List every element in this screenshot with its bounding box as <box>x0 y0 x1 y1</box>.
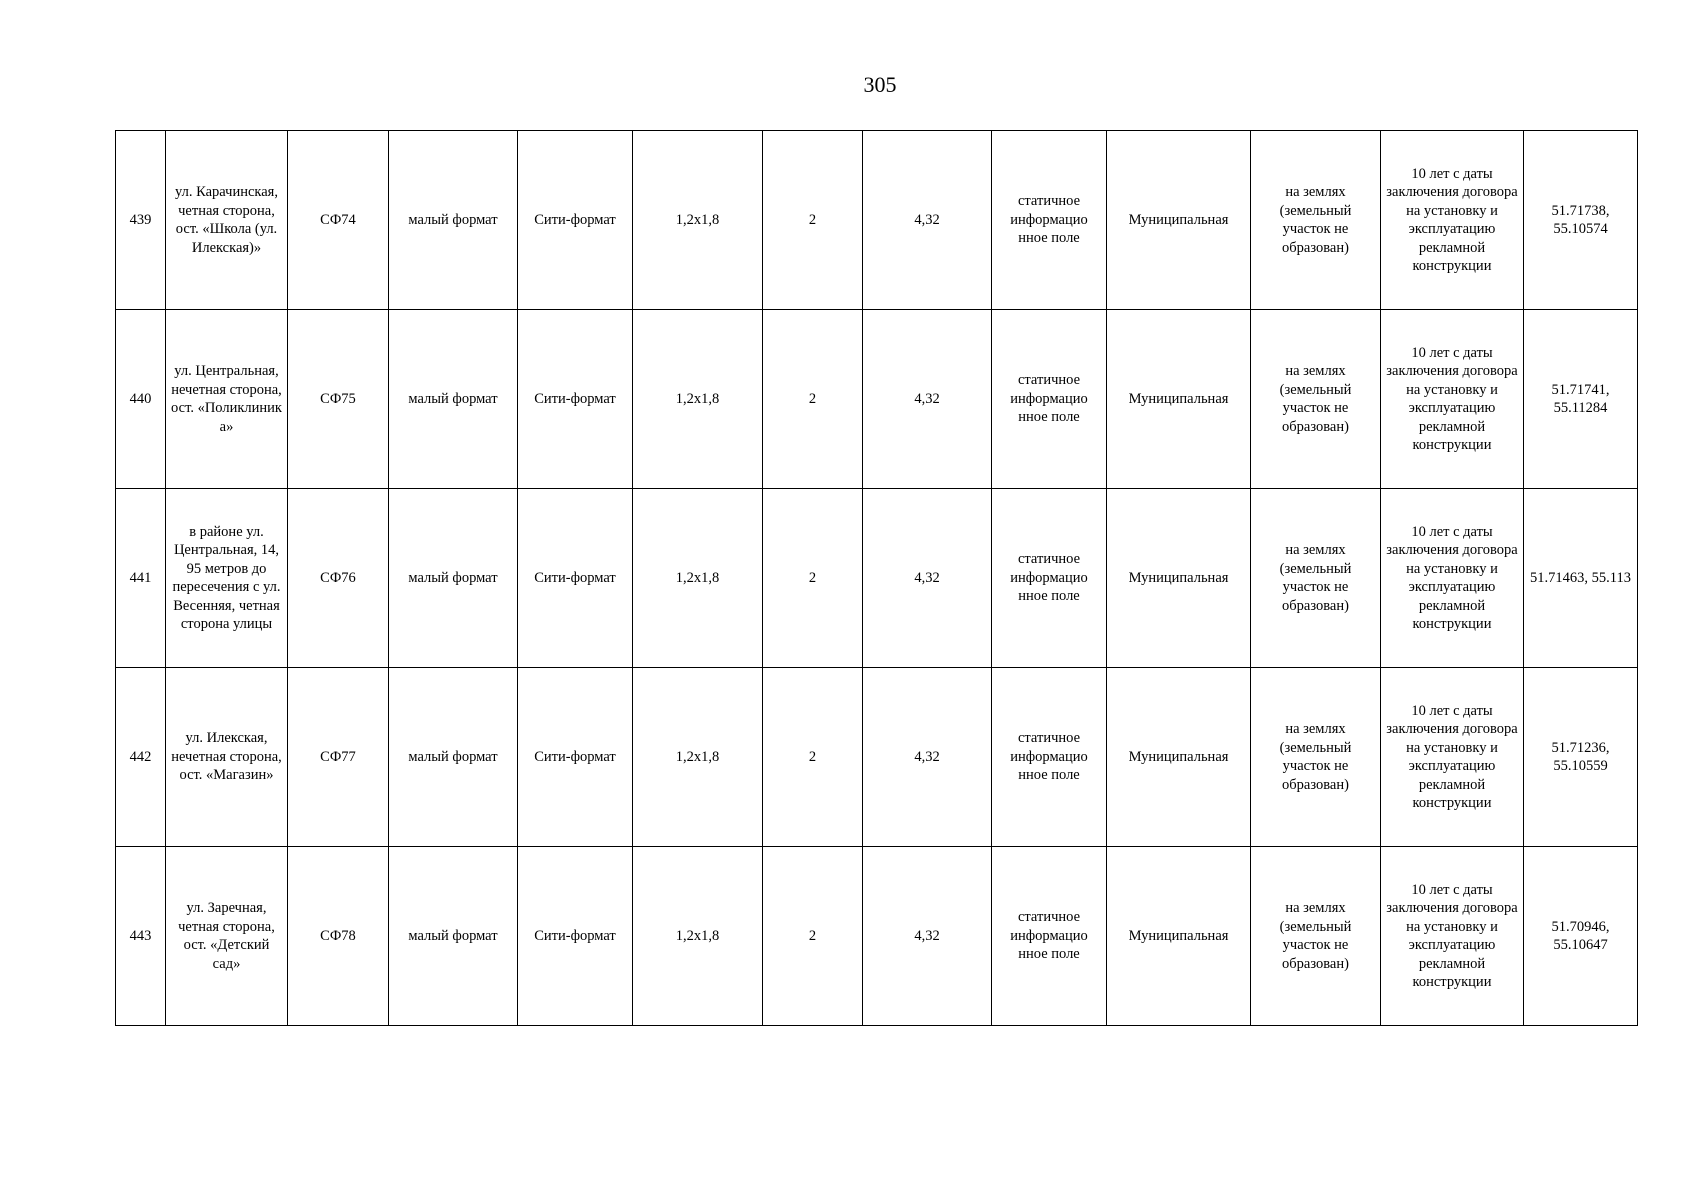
area-cell: 4,32 <box>863 847 992 1026</box>
area-cell: 4,32 <box>863 131 992 310</box>
sides-cell: 2 <box>763 847 863 1026</box>
table-row <box>116 668 1638 847</box>
coords-cell: 51.71463, 55.113 <box>1524 489 1638 668</box>
row-number: 440 <box>116 310 166 489</box>
term-cell: 10 лет с даты заключения договора на установку и эксплуатацию рекламной конструкции <box>1381 131 1524 310</box>
area-cell: 4,32 <box>863 489 992 668</box>
format-cell: малый формат <box>389 310 518 489</box>
code-cell: СФ74 <box>288 131 389 310</box>
sides-cell: 2 <box>763 668 863 847</box>
term-cell: 10 лет с даты заключения договора на установку и эксплуатацию рекламной конструкции <box>1381 847 1524 1026</box>
term-cell: 10 лет с даты заключения договора на установку и эксплуатацию рекламной конструкции <box>1381 310 1524 489</box>
coords-cell: 51.71741, 55.11284 <box>1524 310 1638 489</box>
table-row <box>116 310 1638 489</box>
code-cell: СФ76 <box>288 489 389 668</box>
row-number: 443 <box>116 847 166 1026</box>
field-cell: статичное информацио нное поле <box>992 847 1107 1026</box>
field-cell: статичное информацио нное поле <box>992 668 1107 847</box>
type-cell: Сити-формат <box>518 668 633 847</box>
format-cell: малый формат <box>389 131 518 310</box>
format-cell: малый формат <box>389 847 518 1026</box>
page-number: 305 <box>863 72 897 97</box>
field-cell: статичное информацио нное поле <box>992 131 1107 310</box>
coords-cell: 51.71738, 55.10574 <box>1524 131 1638 310</box>
row-number: 441 <box>116 489 166 668</box>
ownership-cell: Муниципальная <box>1107 668 1251 847</box>
ownership-cell: Муниципальная <box>1107 489 1251 668</box>
type-cell: Сити-формат <box>518 131 633 310</box>
row-number: 442 <box>116 668 166 847</box>
term-cell: 10 лет с даты заключения договора на установку и эксплуатацию рекламной конструкции <box>1381 489 1524 668</box>
address-cell: ул. Карачинская, четная сторона, ост. «Школа (ул. Илекская)» <box>166 131 288 310</box>
type-cell: Сити-формат <box>518 310 633 489</box>
ad-structures-table <box>115 130 1638 1026</box>
field-cell: статичное информацио нное поле <box>992 310 1107 489</box>
type-cell: Сити-формат <box>518 847 633 1026</box>
size-cell: 1,2х1,8 <box>633 131 763 310</box>
sides-cell: 2 <box>763 131 863 310</box>
code-cell: СФ77 <box>288 668 389 847</box>
size-cell: 1,2х1,8 <box>633 310 763 489</box>
type-cell: Сити-формат <box>518 489 633 668</box>
land-cell: на землях (земельный участок не образован) <box>1251 489 1381 668</box>
code-cell: СФ75 <box>288 310 389 489</box>
size-cell: 1,2х1,8 <box>633 668 763 847</box>
sides-cell: 2 <box>763 310 863 489</box>
ownership-cell: Муниципальная <box>1107 131 1251 310</box>
land-cell: на землях (земельный участок не образован) <box>1251 668 1381 847</box>
table-row <box>116 131 1638 310</box>
row-number: 439 <box>116 131 166 310</box>
ownership-cell: Муниципальная <box>1107 310 1251 489</box>
sides-cell: 2 <box>763 489 863 668</box>
field-cell: статичное информацио нное поле <box>992 489 1107 668</box>
term-cell: 10 лет с даты заключения договора на установку и эксплуатацию рекламной конструкции <box>1381 668 1524 847</box>
address-cell: ул. Заречная, четная сторона, ост. «Детский сад» <box>166 847 288 1026</box>
table-row <box>116 847 1638 1026</box>
land-cell: на землях (земельный участок не образован) <box>1251 131 1381 310</box>
size-cell: 1,2х1,8 <box>633 847 763 1026</box>
size-cell: 1,2х1,8 <box>633 489 763 668</box>
land-cell: на землях (земельный участок не образован) <box>1251 310 1381 489</box>
address-cell: в районе ул. Центральная, 14, 95 метров до пересечения с ул. Весенняя, четная сторона улицы <box>166 489 288 668</box>
address-cell: ул. Центральная, нечетная сторона, ост. «Поликлиник а» <box>166 310 288 489</box>
code-cell: СФ78 <box>288 847 389 1026</box>
land-cell: на землях (земельный участок не образован) <box>1251 847 1381 1026</box>
coords-cell: 51.71236, 55.10559 <box>1524 668 1638 847</box>
format-cell: малый формат <box>389 668 518 847</box>
ownership-cell: Муниципальная <box>1107 847 1251 1026</box>
area-cell: 4,32 <box>863 310 992 489</box>
address-cell: ул. Илекская, нечетная сторона, ост. «Магазин» <box>166 668 288 847</box>
format-cell: малый формат <box>389 489 518 668</box>
area-cell: 4,32 <box>863 668 992 847</box>
coords-cell: 51.70946, 55.10647 <box>1524 847 1638 1026</box>
table-row <box>116 489 1638 668</box>
